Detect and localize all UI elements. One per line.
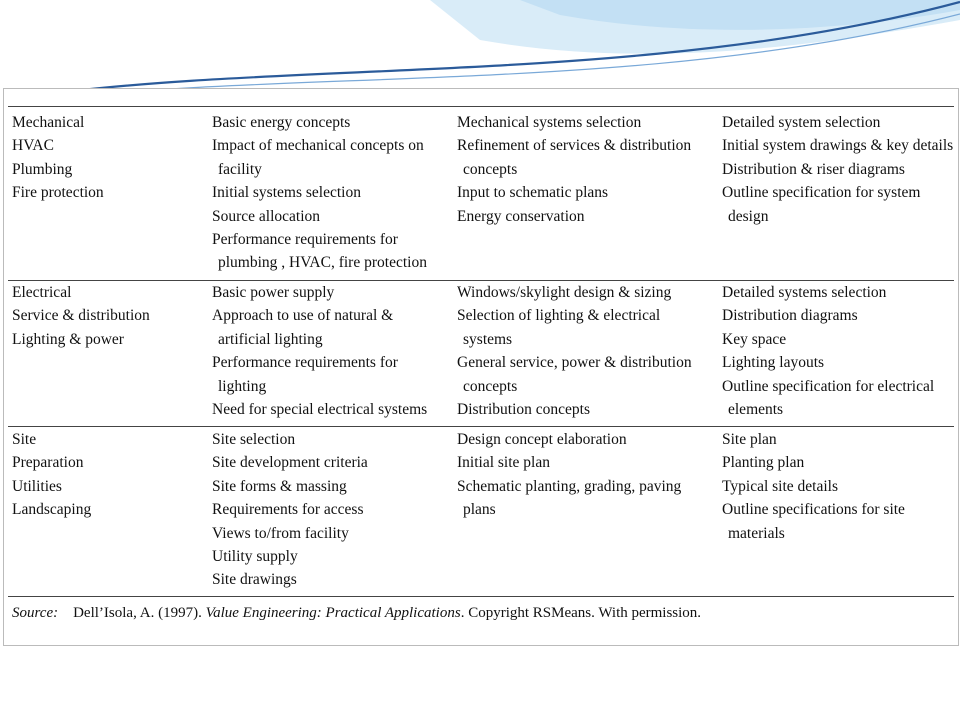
table-text: Basic energy concepts: [212, 114, 351, 131]
table-top-rule: [8, 106, 954, 107]
mechanical-schematic-cell: [457, 111, 691, 228]
table-text: Distribution diagrams: [722, 307, 858, 325]
mechanical-design-cell: [722, 111, 953, 228]
table-text: Utilities: [12, 477, 62, 495]
table-text: Utility supply: [212, 547, 298, 565]
mechanical-concept-cell: [212, 111, 427, 275]
mechanical-discipline-cell: [12, 111, 104, 205]
table-text: concepts: [463, 377, 518, 395]
table-text: Lighting layouts: [722, 354, 825, 372]
table-text: Approach to use of natural &: [212, 307, 394, 325]
table-text: Service & distribution: [12, 307, 150, 325]
table-text: Site forms & massing: [212, 477, 347, 495]
table-text: Need for special electrical systems: [212, 400, 428, 418]
table-text: Mechanical systems selection: [457, 114, 642, 131]
table-text: Key space: [722, 330, 787, 348]
table-text: Site selection: [212, 431, 296, 448]
table-text: materials: [728, 524, 785, 542]
site-schematic-cell: [457, 428, 681, 522]
table-text: Electrical: [12, 284, 72, 301]
group-divider-2: [8, 426, 954, 427]
table-text: Windows/skylight design & sizing: [457, 284, 672, 301]
table-text: Source allocation: [212, 207, 321, 225]
electrical-schematic-cell: [457, 281, 692, 421]
table-text: concepts: [463, 160, 518, 178]
electrical-concept-cell: [212, 281, 427, 421]
table-text: Outline specification for system: [722, 184, 921, 202]
table-text: Site development criteria: [212, 454, 368, 472]
electrical-design-cell: [722, 281, 934, 421]
table-text: Refinement of services & distribution: [457, 137, 692, 155]
table-text: artificial lighting: [218, 330, 323, 348]
table-text: facility: [218, 160, 262, 178]
table-text: plans: [463, 501, 496, 519]
table-text: Basic power supply: [212, 284, 335, 301]
table-text: Detailed systems selection: [722, 284, 887, 301]
table-text: Site: [12, 431, 37, 448]
table-text: Initial system drawings & key details: [722, 137, 954, 155]
table-text: Views to/from facility: [212, 524, 349, 542]
table-text: HVAC: [12, 137, 54, 155]
table-text: Distribution & riser diagrams: [722, 160, 905, 178]
table-text: Plumbing: [12, 160, 73, 178]
table-text: Selection of lighting & electrical: [457, 307, 661, 325]
table-text: Design concept elaboration: [457, 431, 627, 448]
site-design-cell: [722, 428, 905, 545]
table-text: Landscaping: [12, 501, 92, 519]
site-concept-cell: [212, 428, 368, 592]
electrical-discipline-cell: [12, 281, 150, 351]
table-text: Outline specifications for site: [722, 501, 905, 519]
table-text: Performance requirements for: [212, 354, 398, 372]
table-text: plumbing , HVAC, fire protection: [218, 254, 427, 272]
table-text: Preparation: [12, 454, 84, 472]
table-text: Mechanical: [12, 114, 85, 131]
table-text: Fire protection: [12, 184, 104, 202]
table-text: elements: [728, 400, 784, 418]
table-text: design: [728, 207, 769, 225]
table-text: Site drawings: [212, 571, 297, 589]
table-text: Requirements for access: [212, 501, 364, 519]
table-text: Impact of mechanical concepts on: [212, 137, 424, 155]
table-text: systems: [463, 330, 513, 348]
table-text: Distribution concepts: [457, 400, 591, 418]
table-text: General service, power & distribution: [457, 354, 692, 372]
table-bottom-rule: [8, 596, 954, 597]
source-rest: . Copyright RSMeans. With permission.: [460, 605, 702, 621]
source-citation: [12, 605, 701, 622]
table-text: Detailed system selection: [722, 114, 881, 131]
source-author: Dell’Isola, A. (1997).: [73, 605, 202, 621]
site-discipline-cell: [12, 428, 91, 522]
source-title: Value Engineering: Practical Applications: [205, 605, 461, 621]
table-text: Lighting & power: [12, 330, 124, 348]
table-text: Energy conservation: [457, 207, 585, 225]
table-text: Planting plan: [722, 454, 805, 472]
source-label: Source:: [12, 605, 59, 621]
table-text: Performance requirements for: [212, 230, 398, 248]
table-text: Outline specification for electrical: [722, 377, 935, 395]
table-text: Initial systems selection: [212, 184, 361, 202]
table-text: Input to schematic plans: [457, 184, 609, 202]
table-text: Site plan: [722, 431, 777, 448]
table-text: Typical site details: [722, 477, 838, 495]
table-text: Initial site plan: [457, 454, 550, 472]
table-text: lighting: [218, 377, 267, 395]
table-text: Schematic planting, grading, paving: [457, 477, 682, 495]
